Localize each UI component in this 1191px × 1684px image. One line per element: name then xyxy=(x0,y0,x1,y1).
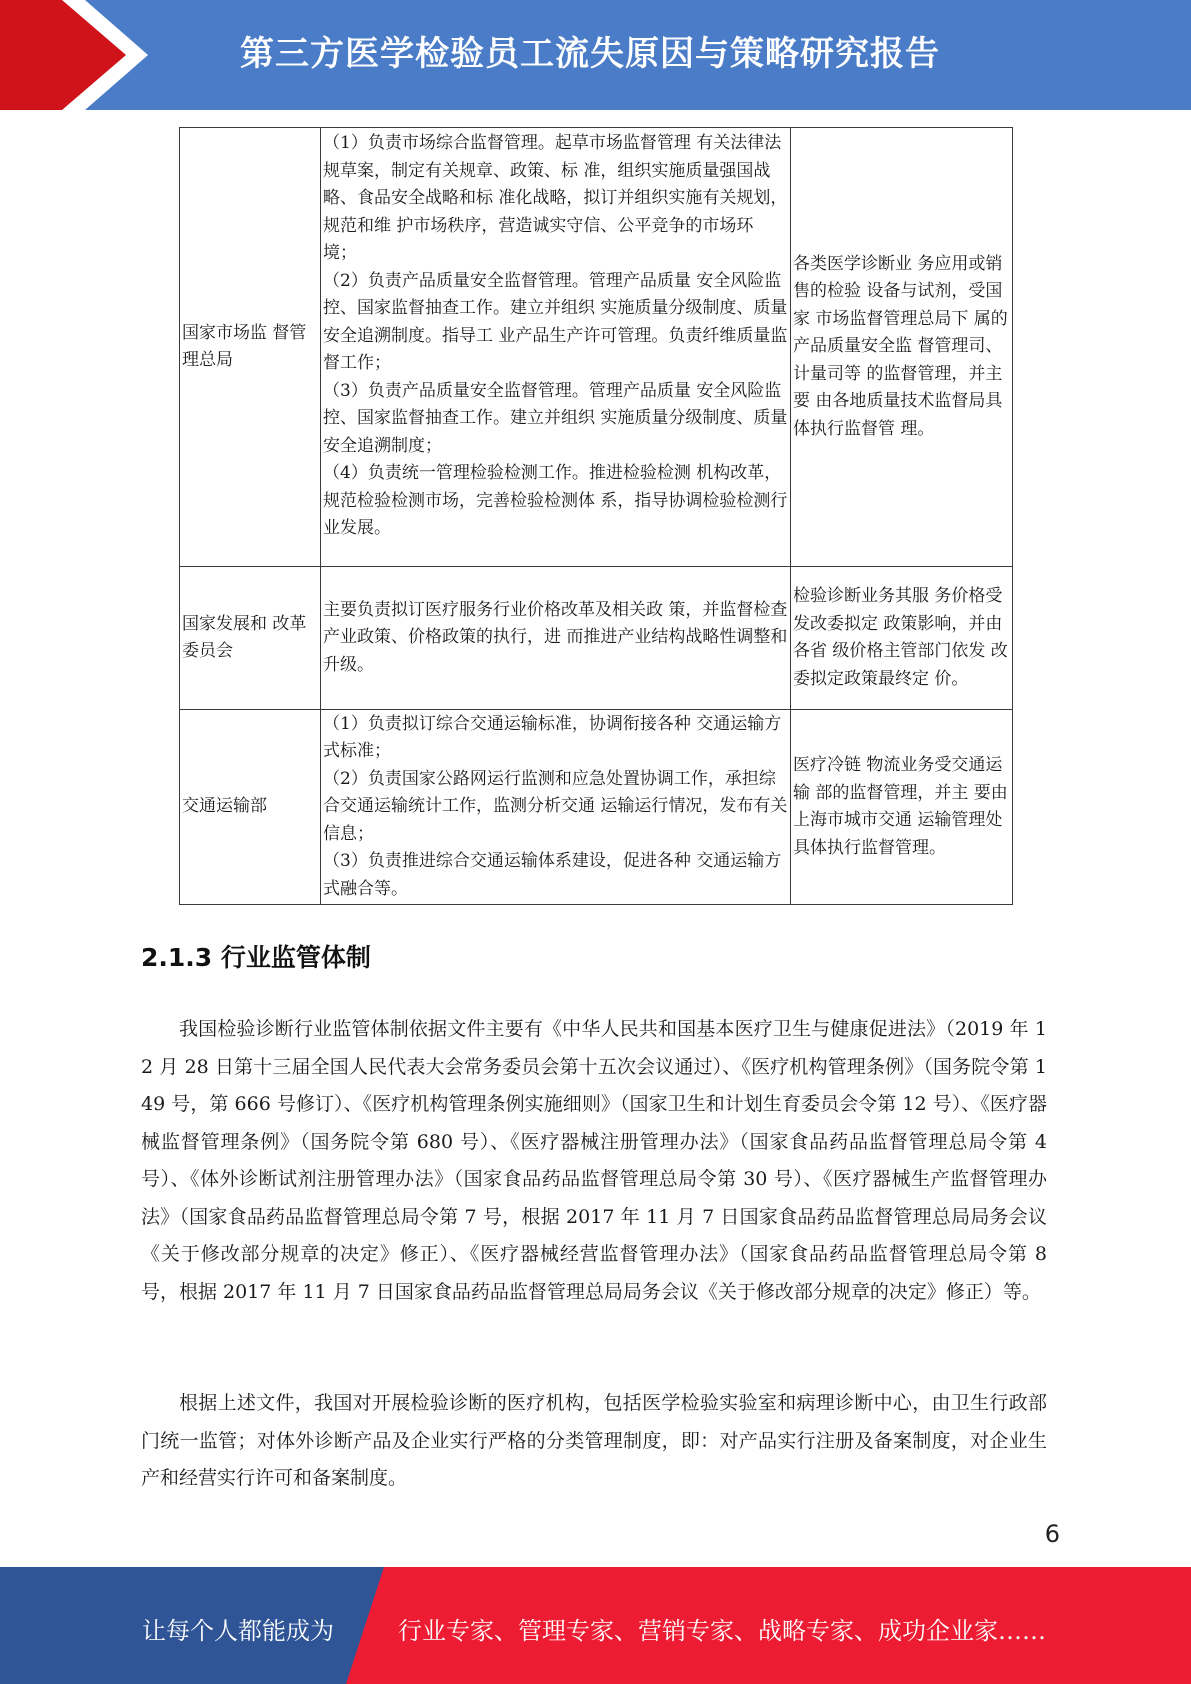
footer-slogan-right: 行业专家、管理专家、营销专家、战略专家、成功企业家…… xyxy=(398,1617,1046,1645)
body-paragraph: 我国检验诊断行业监管体制依据文件主要有《中华人民共和国基本医疗卫生与健康促进法》（2019 年 12 月 28 日第十三届全国人民代表大会常务委员会第十五次会议通过）、《医疗机构管理条例》（国务院令第 149 号，第 666 号修订）、《医疗机构管理条例实施细则》（国家卫生和计划生育委员会令第 12 号）、《医疗器械监督管理条例》（国务院令第 680 号）、《医疗器械注册管理办法》（国家食品药品监督管理总局令第 4 号）、《体外诊断试剂注册管理办法》（国家食品药品监督管理总局令第 30 号）、《医疗器械生产监督管理办法》（国家食品药品监督管理总局令第 7 号，根据 2017 年 11 月 7 日国家食品药品监督管理总局局务会议《关于修改部分规章的决定》修正）、《医疗器械经营监督管理办法》（国家食品药品监督管理总局令第 8 号，根据 2017 年 11 月 7 日国家食品药品监督管理总局局务会议《关于修改部分规章的决定》修正）等。 xyxy=(141,1018,1047,1303)
duty-item: （1）负责市场综合监督管理。起草市场监督管理 有关法律法规草案，制定有关规章、政策、标 准，组织实施质量强国战略、食品安全战略和标 准化战略，拟订并组织实施有关规划，规范和维 护市场秩序，营造诚实守信、公平竞争的市场环 境； xyxy=(323,133,788,263)
duties-cell xyxy=(321,710,791,905)
footer-slogan-left: 让每个人都能成为 xyxy=(142,1617,334,1645)
page-number: 6 xyxy=(1044,1520,1060,1548)
report-title: 第三方医学检验员工流失原因与策略研究报告 xyxy=(240,34,940,74)
page-header-banner xyxy=(0,0,1191,110)
duties-cell xyxy=(321,128,791,567)
agency-cell: 国家市场监 督管理总局 xyxy=(180,128,321,567)
duty-item: （1）负责拟订综合交通运输标准，协调衔接各种 交通运输方式标准； xyxy=(323,713,782,762)
table-row xyxy=(180,128,1013,567)
duty-item: （4）负责统一管理检验检测工作。推进检验检测 机构改革，规范检验检测市场，完善检验检测体 系，指导协调检验检测行业发展。 xyxy=(323,463,788,538)
header-arrow-graphic xyxy=(0,0,150,110)
scope-cell: 检验诊断业务其服 务价格受发改委拟定 政策影响，并由各省 级价格主管部门依发 改委拟定政策最终定 价。 xyxy=(791,567,1013,710)
scope-cell: 各类医学诊断业 务应用或销售的检验 设备与试剂，受国家 市场监督管理总局下 属的产品质量安全监 督管理司、计量司等 的监督管理，并主要 由各地质量技术监督局具体执行监督管 理。 xyxy=(791,128,1013,567)
agency-cell: 交通运输部 xyxy=(180,710,321,905)
duty-item: （3）负责产品质量安全监督管理。管理产品质量 安全风险监控、国家监督抽查工作。建立并组织 实施质量分级制度、质量安全追溯制度； xyxy=(323,380,788,456)
table-row xyxy=(180,567,1013,710)
agency-cell: 国家发展和 改革委员会 xyxy=(180,567,321,710)
table-row xyxy=(180,710,1013,905)
regulatory-agency-table xyxy=(179,127,1013,905)
body-paragraph: 根据上述文件，我国对开展检验诊断的医疗机构，包括医学检验实验室和病理诊断中心，由卫生行政部门统一监管；对体外诊断产品及企业实行严格的分类管理制度，即：对产品实行注册及备案制度，对企业生产和经营实行许可和备案制度。 xyxy=(141,1392,1047,1489)
section-heading: 2.1.3 行业监管体制 xyxy=(141,943,371,972)
duty-item: 主要负责拟订医疗服务行业价格改革及相关政 策，并监督检查产业政策、价格政策的执行，进 而推进产业结构战略性调整和升级。 xyxy=(323,599,788,675)
duty-item: （2）负责产品质量安全监督管理。管理产品质量 安全风险监控、国家监督抽查工作。建立并组织 实施质量分级制度、质量安全追溯制度。指导工 业产品生产许可管理。负责纤维质量监督工作； xyxy=(323,270,788,373)
duty-item: （2）负责国家公路网运行监测和应急处置协调工作，承担综合交通运输统计工作，监测分析交通 运输运行情况，发布有关信息； xyxy=(323,768,788,844)
scope-cell: 医疗冷链 物流业务受交通运输 部的监督管理，并主 要由上海市城市交通 运输管理处具体执行监督管理。 xyxy=(791,710,1013,905)
duty-item: （3）负责推进综合交通运输体系建设，促进各种 交通运输方式融合等。 xyxy=(323,851,782,899)
duties-cell xyxy=(321,567,791,710)
page-footer-banner xyxy=(0,1567,1191,1684)
